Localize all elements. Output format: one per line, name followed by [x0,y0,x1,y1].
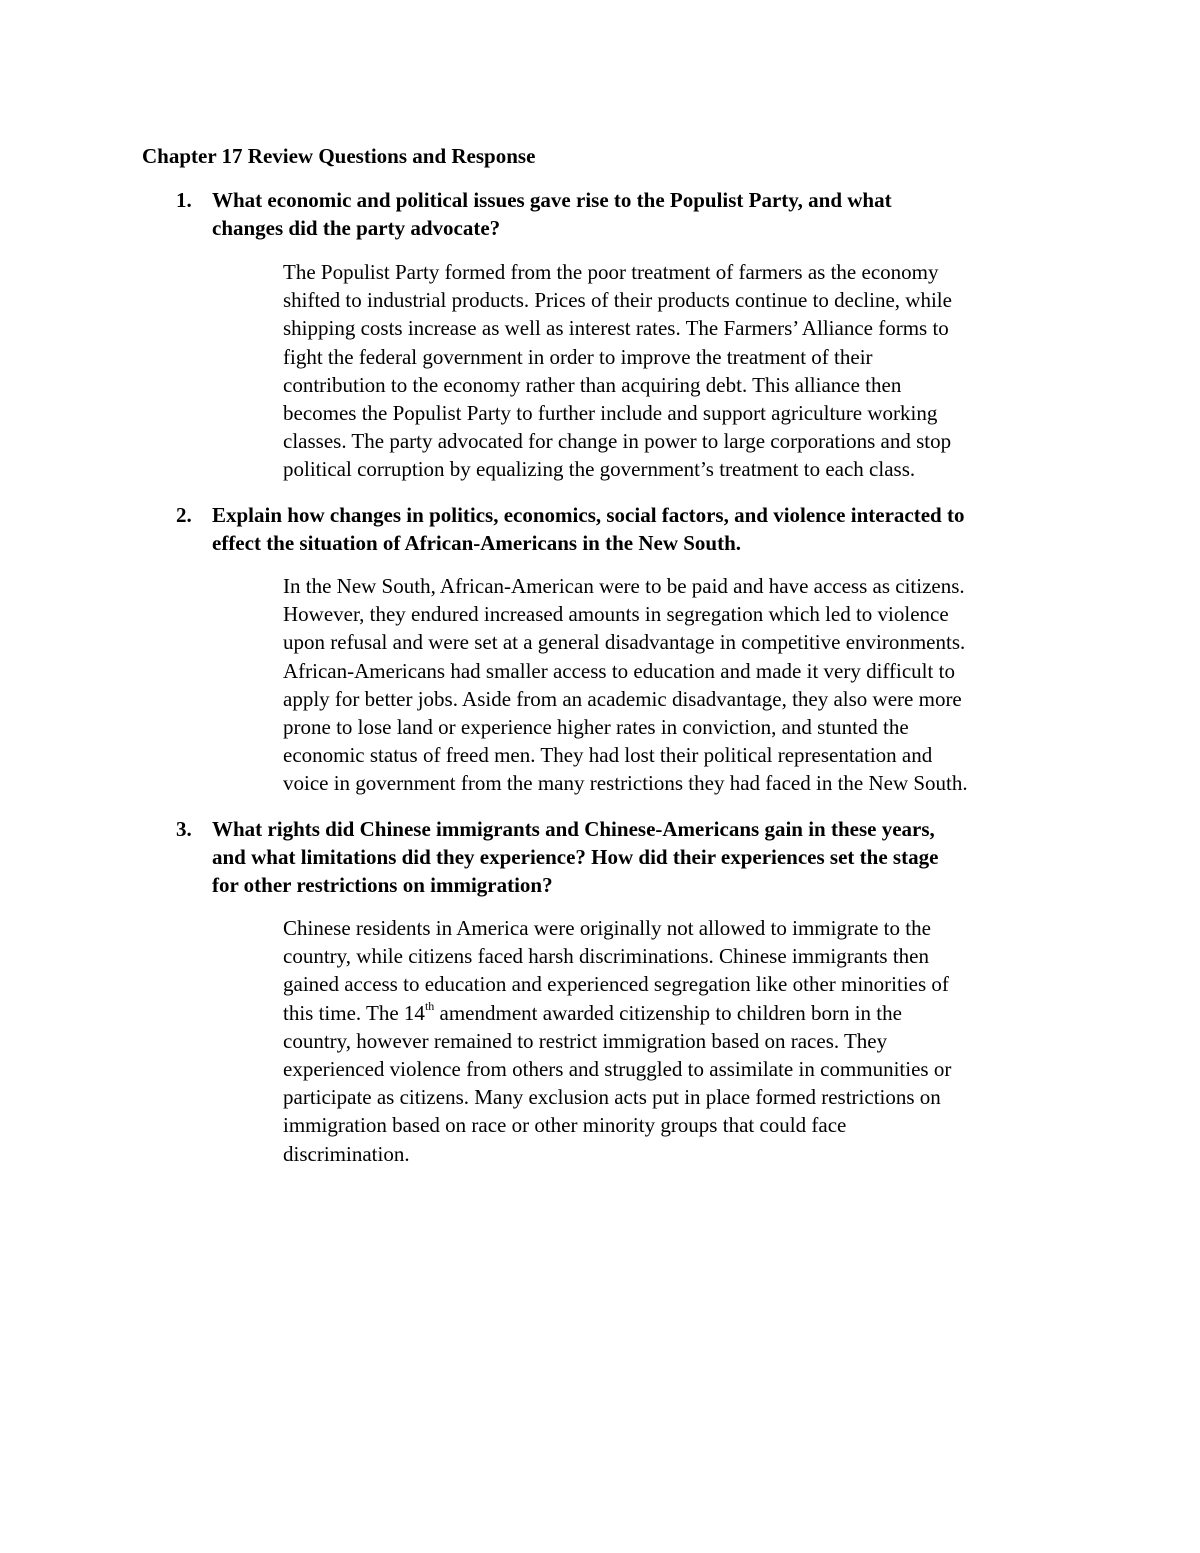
answer-line: gained access to education and experienced segregation like other minorities of [283,972,949,997]
answer-line: voice in government from the many restrictions they had faced in the New South. [283,771,968,796]
question-line: for other restrictions on immigration? [212,873,553,897]
answer-line: prone to lose land or experience higher rates in conviction, and stunted the [283,715,909,740]
answer-3 [283,914,1073,1168]
answer-line: becomes the Populist Party to further include and support agriculture working [283,401,938,426]
answer-line: The Populist Party formed from the poor treatment of farmers as the economy [283,260,939,284]
answer-line: upon refusal and were set at a general disadvantage in competitive environments. [283,630,966,655]
answer-line: political corruption by equalizing the government’s treatment to each class. [283,457,916,482]
answer-line: classes. The party advocated for change in power to large corporations and stop [283,429,952,454]
answer-2 [283,572,1073,798]
answer-line: However, they endured increased amounts in segregation which led to violence [283,602,949,627]
answer-line-end: amendment awarded citizenship to children born in the [434,1000,902,1025]
question-number: 2. [176,503,192,527]
question-line: What rights did Chinese immigrants and Chinese-Americans gain in these years, [212,817,935,841]
answer-line: experienced violence from others and struggled to assimilate in communities or [283,1057,952,1082]
answer-line: apply for better jobs. Aside from an academic disadvantage, they also were more [283,686,962,711]
answer-line: African-Americans had smaller access to education and made it very difficult to [283,658,955,683]
question-line: Explain how changes in politics, economics, social factors, and violence interacted to [212,503,965,527]
answer-line-start: this time. The 14 [283,1000,425,1025]
answer-line: shipping costs increase as well as interest rates. The Farmers’ Alliance forms to [283,316,949,341]
answer-line: fight the federal government in order to improve the treatment of their [283,344,873,369]
answer-line: participate as citizens. Many exclusion acts put in place formed restrictions on [283,1085,941,1110]
answer-line: discrimination. [283,1141,410,1166]
answer-line: contribution to the economy rather than acquiring debt. This alliance then [283,372,902,397]
answer-line: economic status of freed men. They had lost their political representation and [283,743,933,768]
answer-line: country, while citizens faced harsh discriminations. Chinese immigrants then [283,944,929,969]
question-number: 3. [176,817,192,841]
question-line: effect the situation of African-Americans in the New South. [212,531,742,555]
question-text [212,186,1092,242]
page-title: Chapter 17 Review Questions and Response [142,144,536,168]
answer-line: In the New South, African-American were to be paid and have access as citizens. [283,574,965,598]
answer-line [283,999,1073,1027]
answer-line: country, however remained to restrict immigration based on races. They [283,1028,888,1053]
answer-1 [283,258,1073,484]
question-line: changes did the party advocate? [212,216,501,240]
question-text [212,815,1092,899]
ordinal-superscript: th [424,998,435,1013]
question-line: What economic and political issues gave rise to the Populist Party, and what [212,188,892,212]
answer-line: immigration based on race or other minority groups that could face [283,1113,847,1138]
answer-line: shifted to industrial products. Prices of their products continue to decline, while [283,288,952,313]
question-text [212,501,1092,557]
question-line: and what limitations did they experience? How did their experiences set the stage [212,845,939,869]
question-number: 1. [176,188,192,212]
answer-line: Chinese residents in America were originally not allowed to immigrate to the [283,916,931,940]
